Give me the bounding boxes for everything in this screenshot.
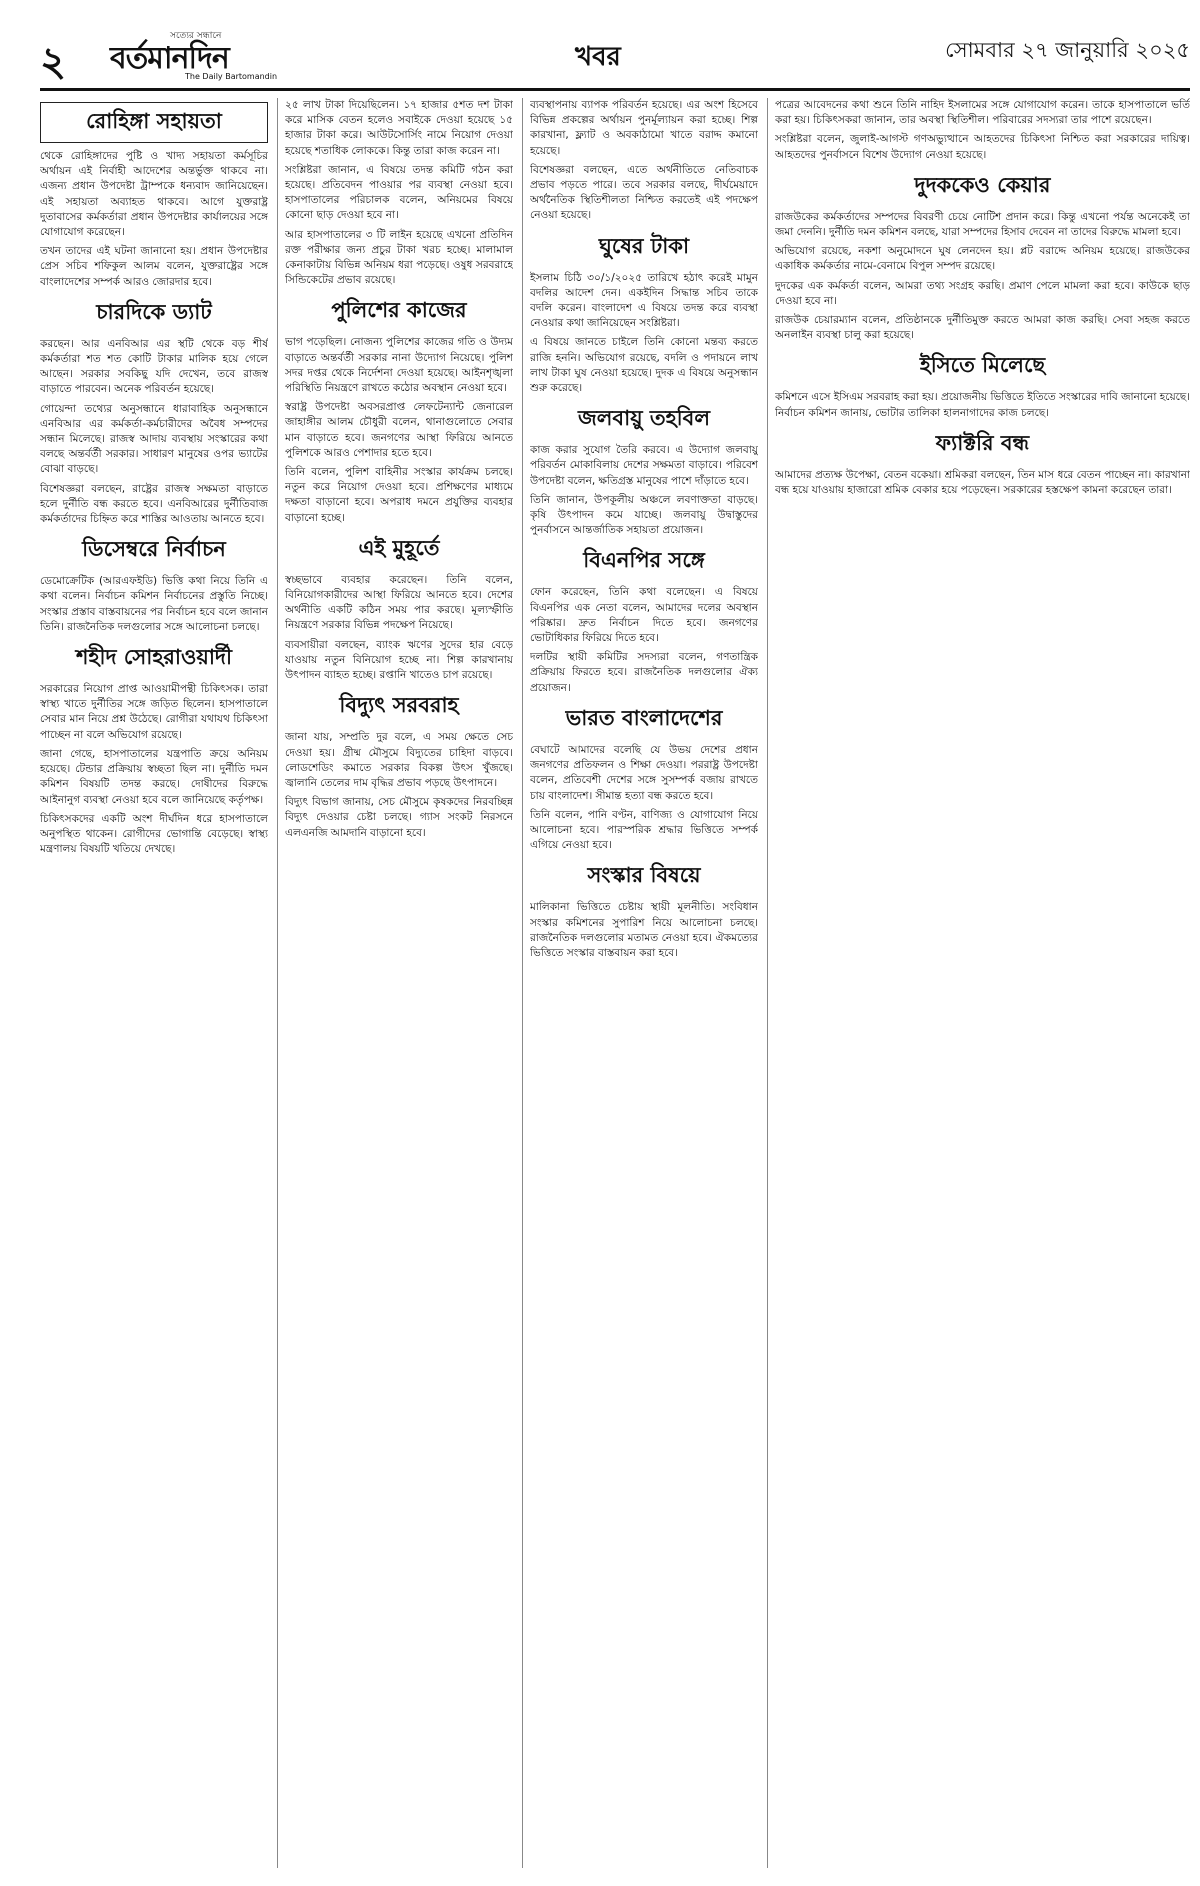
article-paragraph: ভাগ পড়েছিল। নোজন্য পুলিশের কাজের গতি ও উদ্যম বাড়াতে অন্তর্বর্তী সরকার নানা উদ্যোগ নিয়েছে। পুলিশ সদর দপ্তর থেকে নির্দেশনা দেওয়া হয়েছে। আইনশৃঙ্খলা পরিস্থিতি নিয়ন্ত্রণে রাখতে কঠোর অবস্থান নেওয়া হবে।: [285, 336, 513, 395]
article-paragraph: রাজউক চেয়ারম্যান বলেন, প্রতিষ্ঠানকে দুর্নীতিমুক্ত করতে আমরা কাজ করছি। সেবা সহজ করতে অনলাইন ব্যবস্থা চালু করা হয়েছে।: [775, 314, 1190, 342]
column-divider: [277, 98, 278, 1868]
article-headline: সংস্কার বিষয়ে: [587, 863, 701, 888]
column-2: [285, 98, 513, 1868]
article-paragraph: মালিকানা ভিত্তিতে চেষ্টায় স্থায়ী মূলনীতি। সংবিধান সংস্কার কমিশনের সুপারিশ নিয়ে আলোচনা চলছে। রাজনৈতিক দলগুলোর মতামত নেওয়া হবে। ঐকমত্যের ভিত্তিতে সংস্কার বাস্তবায়ন করা হবে।: [530, 901, 758, 959]
article-paragraph: করছেন। আর এনবিআর এর স্থটি থেকে বড় শীর্ষ কর্মকর্তারা শত শত কোটি টাকার মালিক হয়ে গেলে আছেন। সরকার সবকিছু যদি দেখেন, তবে রাজস্ব বাড়াতে পারবেন। অনেক পরিবর্তন হয়েছে।: [40, 337, 268, 396]
header-rule: [40, 88, 1190, 91]
column-divider: [767, 98, 768, 1868]
article-headline: ইসিতে মিলেছে: [919, 353, 1046, 378]
article-paragraph: অভিযোগ রয়েছে, নকশা অনুমোদনে ঘুষ লেনদেন হয়। প্লট বরাদ্দে অনিয়ম হয়েছে। রাজউকের একাধিক কর্মকর্তার নামে-বেনামে বিপুল সম্পদ রয়েছে।: [775, 245, 1190, 273]
paper-subtitle: The Daily Bartomandin: [185, 72, 278, 81]
paper-tagline: সত্যের সন্ধানে: [170, 31, 222, 41]
article-paragraph: জানা গেছে, হাসপাতালের যন্ত্রপাতি ক্রয়ে অনিয়ম হয়েছে। টেন্ডার প্রক্রিয়ায় স্বচ্ছতা ছিল না। দুর্নীতি দমন কমিশন বিষয়টি তদন্ত করছে। দোষীদের বিরুদ্ধে আইনানুগ ব্যবস্থা নেওয়া হবে বলে জানিয়েছে কর্তৃপক্ষ।: [40, 747, 268, 806]
article-headline: দুদককেও কেয়ার: [914, 172, 1051, 197]
article-paragraph: সংশ্লিষ্টরা জানান, এ বিষয়ে তদন্ত কমিটি গঠন করা হয়েছে। প্রতিবেদন পাওয়ার পর ব্যবস্থা নেওয়া হবে। হাসপাতালের পরিচালক বলেন, অনিয়মের বিষয়ে কোনো ছাড় দেওয়া হবে না।: [285, 163, 513, 222]
article-headline: ফ্যাক্টরি বন্ধ: [935, 430, 1030, 455]
article-paragraph: আর হাসপাতালের ৩ টি লাইন হয়েছে এখনো প্রতিদিন রক্ত পরীক্ষার জন্য প্রচুর টাকা খরচ হচ্ছে। মালামাল কেনাকাটায় বিভিন্ন অনিয়ম ধরা পড়েছে। ওষুধ সরবরাহে সিন্ডিকেটের প্রভাব রয়েছে।: [285, 228, 513, 287]
article-paragraph: থেকে রোহিঙ্গাদের পুষ্টি ও খাদ্য সহায়তা কর্মসূচির অর্থায়ন এই নির্বাহী আদেশের অন্তর্ভুক্ত থাকবে না। এজন্য প্রধান উপদেষ্টা ট্রাম্পকে ধন্যবাদ জানিয়েছেন। এই সহায়তা অব্যাহত থাকবে। আগে যুক্তরাষ্ট্র দুতাবাসের কর্মকর্তারা প্রধান উপদেষ্টার কার্যালয়ের সঙ্গে যোগাযোগ করেছেন।: [40, 150, 268, 239]
article-paragraph: ২৫ লাখ টাকা দিয়েছিলেন। ১৭ হাজার ৫শত দশ টাকা করে মাসিক বেতন হলেও সবাইকে দেওয়া হয়েছে ১৫ হাজার টাকা করে। আউটসোর্সিং নামে নিয়োগ দেওয়া হয়েছে শতাধিক লোককে। কিন্তু তারা কাজ করেন না।: [285, 99, 513, 157]
article-paragraph: ব্যবসায়ীরা বলছেন, ব্যাংক ঋণের সুদের হার বেড়ে যাওয়ায় নতুন বিনিয়োগ হচ্ছে না। শিল্প কারখানায় উৎপাদন ব্যাহত হচ্ছে। রপ্তানি খাতেও চাপ রয়েছে।: [285, 638, 513, 682]
article-paragraph: ব্যবস্থাপনায় ব্যাপক পরিবর্তন হয়েছে। এর অংশ হিসেবে বিভিন্ন প্রকল্পের অর্থায়ন পুনর্মূল্যায়ন করা হচ্ছে। শিল্প কারখানা, ফ্ল্যাট ও অবকাঠামো খাতে বরাদ্দ কমানো হয়েছে।: [530, 99, 758, 157]
article-paragraph: জানা যায়, সম্প্রতি দুর বলে, এ সময় ক্ষেতে সেচ দেওয়া হয়। গ্রীষ্ম মৌসুমে বিদ্যুতের চাহিদা বাড়বে। লোডশেডিং কমাতে সরকার বিকল্প উৎস খুঁজছে। জ্বালানি তেলের দাম বৃদ্ধির প্রভাব পড়ছে উৎপাদনে।: [285, 731, 513, 789]
article-headline: রোহিঙ্গা সহায়তা: [40, 102, 268, 143]
article-paragraph: গোয়েন্দা তথ্যের অনুসন্ধানে ধারাবাহিক অনুসন্ধানে এনবিআর এর কর্মকর্তা-কর্মচারীদের অবৈধ সম্পদের সন্ধান মিলেছে। রাজস্ব আদায় ব্যবস্থায় সংস্কারের কথা বলছে অন্তর্বর্তী সরকার। সাধারণ মানুষের ওপর ভ্যাটের বোঝা বাড়ছে।: [40, 402, 268, 476]
article-paragraph: স্বচ্ছভাবে ব্যবহার করেছেন। তিনি বলেন, বিনিয়োগকারীদের আস্থা ফিরিয়ে আনতে হবে। দেশের অর্থনীতি একটি কঠিন সময় পার করছে। মূল্যস্ফীতি নিয়ন্ত্রণে সরকার বিভিন্ন পদক্ষেপ নিয়েছে।: [285, 573, 513, 632]
article-paragraph: এ বিষয়ে জানতে চাইলে তিনি কোনো মন্তব্য করতে রাজি হননি। অভিযোগ রয়েছে, বদলি ও পদায়নে লাখ লাখ টাকা ঘুষ নেওয়া হয়েছে। দুদক এ বিষয়ে অনুসন্ধান শুরু করেছে।: [530, 336, 758, 395]
article-paragraph: বেঘাটে আমাদের বলেছি যে উভয় দেশের প্রধান জনগণের প্রতিফলন ও শিক্ষা দেওয়া। পররাষ্ট্র উপদেষ্টা বলেন, প্রতিবেশী দেশের সঙ্গে সুসম্পর্ক বজায় রাখতে চায় বাংলাদেশ। সীমান্ত হত্যা বন্ধ করতে হবে।: [530, 743, 758, 802]
article-paragraph: কাজ করার সুযোগ তৈরি করবে। এ উদ্যোগ জলবায়ু পরিবর্তন মোকাবিলায় দেশের সক্ষমতা বাড়াবে। পরিবেশ উপদেষ্টা বলেন, ক্ষতিগ্রস্ত মানুষের পাশে দাঁড়াতে হবে।: [530, 444, 758, 487]
dateline: সোমবার ২৭ জানুয়ারি ২০২৫: [945, 38, 1190, 62]
article-paragraph: তখন তাদের এই ঘটনা জানানো হয়। প্রধান উপদেষ্টার প্রেস সচিব শফিকুল আলম বলেন, যুক্তরাষ্ট্রের সঙ্গে বাংলাদেশের সম্পর্ক আরও জোরদার হবে।: [40, 245, 268, 288]
article-headline: বিএনপির সঙ্গে: [583, 548, 705, 573]
article-paragraph: তিনি জানান, উপকূলীয় অঞ্চলে লবণাক্ততা বাড়ছে। কৃষি উৎপাদন কমে যাচ্ছে। জলবায়ু উদ্বাস্তুদের পুনর্বাসনে আন্তর্জাতিক সহায়তা প্রয়োজন।: [530, 493, 758, 537]
newspaper-logo: [110, 28, 330, 84]
article-paragraph: বিদ্যুৎ বিভাগ জানায়, সেচ মৌসুমে কৃষকদের নিরবচ্ছিন্ন বিদ্যুৎ দেওয়ার চেষ্টা চলছে। গ্যাস সংকট নিরসনে এলএনজি আমদানি বাড়ানো হবে।: [285, 796, 513, 839]
article-paragraph: ডেমোক্রেটিক (আরএফইডি) ভিত্তি কথা নিয়ে তিনি এ কথা বলেন। নির্বাচন কমিশন নির্বাচনের প্রস্তুতি নিচ্ছে। সংস্কার প্রস্তাব বাস্তবায়নের পর নির্বাচন হবে বলে জানান তিনি। রাজনৈতিক দলগুলোর সঙ্গে আলোচনা চলছে।: [40, 575, 268, 633]
article-headline: ভারত বাংলাদেশের: [565, 705, 723, 730]
article-headline: শহীদ সোহরাওয়ার্দী: [76, 645, 232, 670]
article-paragraph: তিনি বলেন, পানি বণ্টন, বাণিজ্য ও যোগাযোগ নিয়ে আলোচনা হবে। পারস্পরিক শ্রদ্ধার ভিত্তিতে সম্পর্ক এগিয়ে নেওয়া হবে।: [530, 808, 758, 852]
paper-name: বর্তমানদিন: [110, 41, 229, 76]
article-paragraph: বিশেষজ্ঞরা বলছেন, এতে অর্থনীতিতে নেতিবাচক প্রভাব পড়তে পারে। তবে সরকার বলছে, দীর্ঘমেয়াদে অর্থনৈতিক স্থিতিশীলতা নিশ্চিত করতেই এই পদক্ষেপ নেওয়া হয়েছে।: [530, 163, 758, 222]
article-paragraph: ফোন করেছেন, তিনি কথা বলেছেন। এ বিষয়ে বিএনপির এক নেতা বলেন, আমাদের দলের অবস্থান পরিষ্কার। দ্রুত নির্বাচন দিতে হবে। জনগণের ভোটাধিকার ফিরিয়ে দিতে হবে।: [530, 586, 758, 645]
article-paragraph: দুদকের এক কর্মকর্তা বলেন, আমরা তথ্য সংগ্রহ করছি। প্রমাণ পেলে মামলা করা হবে। কাউকে ছাড় দেওয়া হবে না।: [775, 279, 1190, 307]
article-paragraph: পত্রের আবেদনের কথা শুনে তিনি নাহিদ ইসলামের সঙ্গে যোগাযোগ করেন। তাকে হাসপাতালে ভর্তি করা হয়। চিকিৎসকরা জানান, তার অবস্থা স্থিতিশীল। পরিবারের সদস্যরা তার পাশে রয়েছেন।: [775, 99, 1190, 127]
section-title: খবর: [575, 42, 621, 72]
page-number: ২: [40, 39, 67, 85]
article-paragraph: স্বরাষ্ট্র উপদেষ্টা অবসরপ্রাপ্ত লেফটেন্যান্ট জেনারেল জাহাঙ্গীর আলম চৌধুরী বলেন, থানাগুলোতে সেবার মান বাড়াতে হবে। জনগণের আস্থা ফিরিয়ে আনতে পুলিশকে আরও পেশাদার হতে হবে।: [285, 401, 513, 459]
article-paragraph: বিশেষজ্ঞরা বলছেন, রাষ্ট্রের রাজস্ব সক্ষমতা বাড়াতে হলে দুর্নীতি বন্ধ করতে হবে। এনবিআরের দুর্নীতিবাজ কর্মকর্তাদের চিহ্নিত করে শাস্তির আওতায় আনতে হবে।: [40, 482, 268, 526]
column-4: [775, 98, 1190, 1868]
article-paragraph: আমাদের প্রত্যক্ষ উপেক্ষা, বেতন বকেয়া। শ্রমিকরা বলছেন, তিন মাস ধরে বেতন পাচ্ছেন না। কারখানা বন্ধ হয়ে যাওয়ায় হাজারো শ্রমিক বেকার হয়ে পড়েছেন। সরকারের হস্তক্ষেপ কামনা করেছেন তারা।: [775, 468, 1190, 497]
article-paragraph: কমিশনে এসে ইসিএম সরবরাহ করা হয়। প্রয়োজনীয় ভিত্তিতে ইতিতে সংস্কারের দাবি জানানো হয়েছে। নির্বাচন কমিশন জানায়, ভোটার তালিকা হালনাগাদের কাজ চলছে।: [775, 391, 1190, 419]
article-paragraph: দলটির স্থায়ী কমিটির সদস্যরা বলেন, গণতান্ত্রিক প্রক্রিয়ায় ফিরতে হবে। রাজনৈতিক দলগুলোর ঐক্য প্রয়োজন।: [530, 651, 758, 694]
article-headline: ডিসেম্বরে নির্বাচন: [82, 537, 226, 562]
article-headline: জলবায়ু তহবিল: [577, 406, 711, 431]
masthead: [40, 28, 1190, 86]
article-paragraph: ইসলাম চিঠি ৩০/১/২০২৫ তারিখে হঠাৎ করেই মামুন বদলির আদেশ দেন। একইদিন সিদ্ধান্ত সচিব তাকে বদলি করেন। বাংলাদেশ এ বিষয়ে তদন্ত করে ব্যবস্থা নেওয়ার কথা জানিয়েছেন সংশ্লিষ্টরা।: [530, 271, 758, 330]
article-paragraph: চিকিৎসকদের একটি অংশ দীর্ঘদিন ধরে হাসপাতালে অনুপস্থিত থাকেন। রোগীদের ভোগান্তি বেড়েছে। স্বাস্থ্য মন্ত্রণালয় বিষয়টি খতিয়ে দেখছে।: [40, 812, 268, 856]
column-1: [40, 98, 268, 1868]
article-headline: পুলিশের কাজের: [331, 298, 467, 323]
article-paragraph: সরকারের নিয়োগ প্রাপ্ত আওয়ামীপন্থী চিকিৎসক। তারা স্বাস্থ্য খাতে দুর্নীতির সঙ্গে জড়িত ছিলেন। হাসপাতালে সেবার মান নিয়ে প্রশ্ন উঠেছে। রোগীরা যথাযথ চিকিৎসা পাচ্ছেন না বলে অভিযোগ রয়েছে।: [40, 683, 268, 741]
article-headline: ঘুষের টাকা: [598, 233, 690, 258]
column-3: [530, 98, 758, 1868]
article-paragraph: সংশ্লিষ্টরা বলেন, জুলাই-আগস্ট গণঅভ্যুত্থানে আহতদের চিকিৎসা নিশ্চিত করা সরকারের দায়িত্ব। আহতদের পুনর্বাসনে বিশেষ উদ্যোগ নেওয়া হয়েছে।: [775, 133, 1190, 161]
column-divider: [522, 98, 523, 1868]
article-headline: চারদিকে ড্যাট: [96, 299, 212, 324]
article-paragraph: তিনি বলেন, পুলিশ বাহিনীর সংস্কার কার্যক্রম চলছে। নতুন করে নিয়োগ দেওয়া হবে। প্রশিক্ষণের মাধ্যমে দক্ষতা বাড়ানো হবে। অপরাধ দমনে প্রযুক্তির ব্যবহার বাড়ানো হচ্ছে।: [285, 466, 513, 524]
article-headline: বিদ্যুৎ সরবরাহ: [339, 693, 459, 718]
article-paragraph: রাজউকের কর্মকর্তাদের সম্পদের বিবরণী চেয়ে নোটিশ প্রদান করে। কিন্তু এখনো পর্যন্ত অনেকেই তা জমা দেননি। দুর্নীতি দমন কমিশন বলছে, যারা সম্পদের হিসাব দেবেন না তাদের বিরুদ্ধে মামলা হবে।: [775, 210, 1190, 239]
article-headline: এই মুহূর্তে: [358, 535, 440, 560]
